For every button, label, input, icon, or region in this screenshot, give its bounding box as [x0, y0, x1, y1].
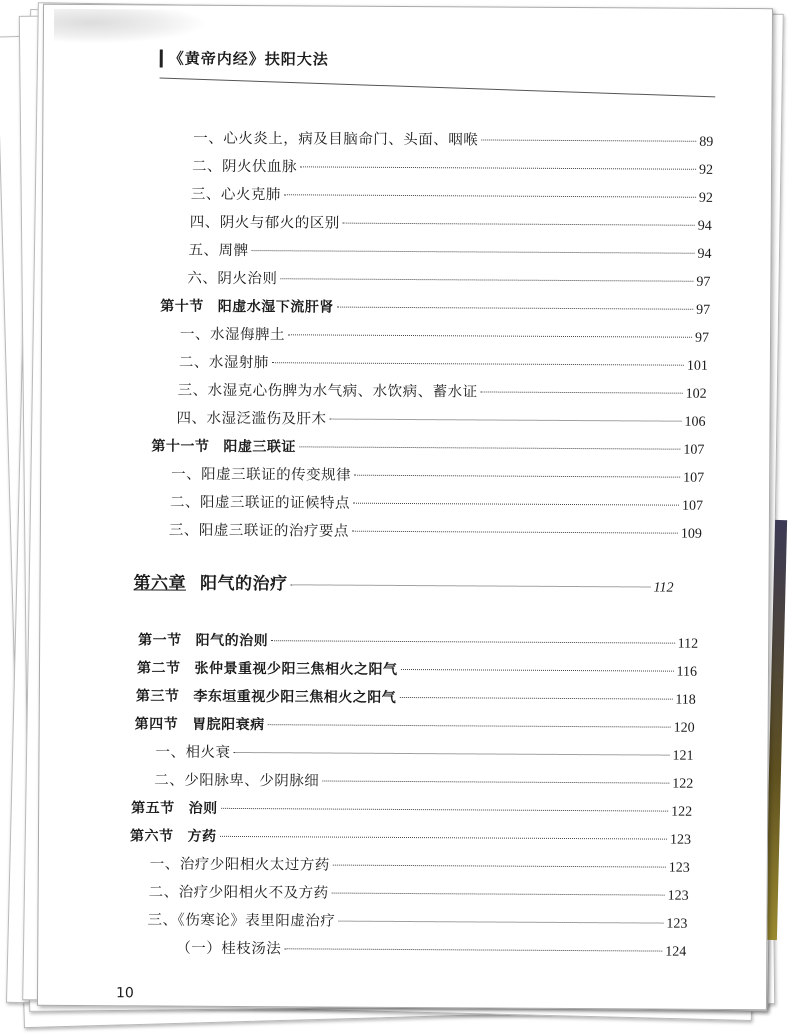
toc-entry-page: 116 — [676, 664, 698, 680]
toc-entry-page: 97 — [696, 302, 711, 318]
toc-entry[interactable] — [191, 185, 713, 209]
dot-leader — [284, 948, 662, 951]
toc-section-label — [131, 798, 218, 819]
toc-entry[interactable] — [180, 325, 709, 349]
toc-chapter-number: 第六章 — [133, 573, 187, 594]
running-header: 《黄帝内经》扶阳大法 — [160, 49, 329, 68]
toc-entry-label: 三、《伤寒论》表里阳虚治疗 — [147, 912, 336, 930]
toc-entry-page: 101 — [686, 358, 708, 374]
toc-entry[interactable] — [170, 493, 703, 517]
toc-section-label — [137, 658, 398, 680]
toc-entry-page: 107 — [681, 498, 704, 514]
dot-leader — [268, 724, 671, 727]
toc-entry[interactable] — [176, 409, 705, 433]
toc-section-label — [130, 826, 217, 847]
dot-leader — [352, 531, 678, 534]
corner-ornament — [54, 9, 204, 44]
toc-section-title: 胃脘阳衰病 — [192, 716, 265, 734]
dot-leader — [291, 584, 651, 587]
toc-section-title: 方药 — [187, 828, 217, 845]
toc-entry-page: 94 — [697, 218, 712, 234]
toc-entry-label: 六、阴火治则 — [187, 270, 278, 288]
page-number: 10 — [115, 985, 134, 1002]
toc-entry[interactable] — [179, 353, 708, 377]
toc-entry[interactable] — [193, 129, 713, 153]
dot-leader — [299, 446, 680, 449]
toc-entry-page: 123 — [666, 916, 688, 932]
toc-entry[interactable] — [192, 157, 713, 181]
toc-entry-label: 三、阳虚三联证的治疗要点 — [168, 522, 349, 540]
toc-entry[interactable] — [154, 770, 693, 794]
dot-leader — [233, 752, 669, 756]
toc-entry[interactable] — [171, 465, 704, 489]
toc-section[interactable] — [160, 297, 710, 321]
toc-section[interactable] — [136, 686, 696, 710]
toc-entry-label: 五、周髀 — [188, 242, 249, 260]
toc-entry-label: 四、阴火与郁火的区别 — [189, 214, 340, 232]
dot-leader — [337, 307, 693, 310]
dot-leader — [333, 865, 666, 868]
toc-entry-page: 124 — [665, 944, 687, 960]
toc-entry-page: 109 — [680, 526, 702, 542]
toc-entry-page: 123 — [668, 860, 690, 876]
toc-section[interactable] — [131, 798, 692, 822]
toc-entry[interactable] — [190, 213, 712, 237]
toc-entry-page: 118 — [675, 692, 696, 708]
toc-entry[interactable] — [169, 521, 702, 545]
dot-leader — [288, 334, 692, 337]
toc-entry-label: 一、心火炎上，病及目脑命门、头面、咽喉 — [193, 130, 479, 149]
dot-leader — [330, 419, 682, 422]
toc-entry-page: 122 — [672, 776, 694, 792]
toc-section[interactable] — [137, 658, 697, 682]
dot-leader — [280, 278, 693, 282]
toc-entry[interactable] — [147, 910, 687, 934]
toc-entry[interactable] — [155, 742, 693, 766]
toc-entry-label: 二、水湿射肺 — [178, 354, 269, 372]
toc-section-title: 张仲景重视少阳三焦相火之阳气 — [194, 660, 398, 678]
toc-entry-page: 92 — [699, 162, 714, 178]
dot-leader — [271, 640, 675, 643]
toc-entry-label: 一、治疗少阳相火太过方药 — [149, 856, 330, 874]
toc-section-number: 第四节 — [134, 716, 179, 733]
dot-leader — [353, 503, 679, 506]
toc-section-title: 阳虚水湿下流肝肾 — [217, 298, 334, 316]
dot-leader — [332, 893, 665, 896]
toc-entry[interactable] — [188, 241, 711, 265]
toc-entry-page: 97 — [696, 274, 711, 290]
toc-entry-page: 102 — [685, 386, 707, 402]
toc-entry-page: 122 — [671, 804, 693, 820]
toc-entry-label: 二、治疗少阳相火不及方药 — [148, 884, 329, 902]
dot-leader — [219, 836, 666, 840]
toc-section[interactable] — [138, 630, 698, 654]
toc-section-title: 李东垣重视少阳三焦相火之阳气 — [193, 688, 397, 706]
toc-section-label — [135, 714, 265, 735]
toc-section[interactable] — [130, 826, 691, 850]
toc-entry-page: 112 — [653, 580, 674, 596]
toc-entry[interactable] — [187, 269, 710, 293]
toc-entry-page: 107 — [683, 470, 705, 486]
toc-entry-page: 120 — [673, 720, 695, 736]
toc-entry[interactable] — [150, 854, 690, 878]
book-page — [37, 4, 773, 1010]
dot-leader — [300, 166, 696, 169]
toc-section-label — [136, 686, 397, 708]
dot-leader — [338, 921, 663, 924]
toc-section-title: 阳气的治则 — [195, 632, 269, 650]
toc-section-label — [160, 297, 334, 318]
toc-section-number: 第十一节 — [151, 438, 210, 455]
toc-chapter-title: 阳气的治疗 — [199, 573, 288, 595]
dot-leader — [399, 697, 672, 700]
toc-entry-page: 92 — [698, 190, 713, 206]
toc-entry-label: 一、水湿侮脾土 — [179, 326, 286, 344]
toc-section-number: 第一节 — [138, 632, 182, 649]
toc-section-number: 第二节 — [136, 660, 181, 677]
toc-entry[interactable] — [149, 882, 689, 906]
toc-entry-label: 三、水湿克心伤脾为水气病、水饮病、蓄水证 — [177, 382, 478, 401]
dot-leader — [481, 139, 696, 141]
header-rule — [160, 77, 716, 97]
toc-section-number: 第三节 — [135, 688, 180, 705]
toc-section-label — [151, 436, 296, 457]
toc-entry-label: 二、阳虚三联证的证候特点 — [169, 494, 351, 512]
dot-leader — [284, 194, 696, 198]
toc-entry[interactable] — [178, 381, 707, 405]
toc-section-title: 阳虚三联证 — [223, 438, 296, 456]
dot-leader — [354, 475, 680, 478]
toc-entry-page: 97 — [694, 330, 710, 346]
dot-leader — [343, 223, 695, 226]
toc-entry-label: （一）桂枝汤法 — [176, 940, 282, 958]
toc-entry-page: 112 — [677, 636, 699, 652]
toc-entry-page: 121 — [672, 748, 694, 764]
toc-entry-page: 89 — [699, 134, 714, 150]
toc-section-number: 第十节 — [160, 298, 204, 315]
toc-section-label — [138, 630, 268, 651]
toc-chapter-label — [133, 573, 287, 594]
toc-entry-label: 二、少阳脉卑、少阴脉细 — [154, 772, 320, 790]
toc-entry-label: 一、阳虚三联证的传变规律 — [171, 466, 352, 484]
toc-entry-label: 四、水湿泛滥伤及肝木 — [176, 410, 327, 428]
toc-entry-page: 94 — [697, 246, 712, 262]
toc-subentry[interactable] — [176, 939, 686, 963]
toc-entry-page: 106 — [684, 414, 706, 430]
toc-entry-label: 二、阴火伏血脉 — [192, 158, 298, 176]
dot-leader — [252, 250, 695, 254]
toc-section[interactable] — [151, 436, 704, 460]
toc-section-number: 第五节 — [131, 800, 175, 817]
toc-section-title: 治则 — [188, 800, 218, 817]
toc-entry-page: 107 — [683, 442, 705, 458]
dot-leader — [322, 781, 669, 784]
dot-leader — [481, 391, 683, 393]
dot-leader — [221, 808, 668, 812]
toc-section[interactable] — [135, 714, 695, 738]
toc-entry-page: 123 — [669, 832, 692, 848]
toc-entry-label: 三、心火克肺 — [190, 186, 281, 204]
toc-chapter[interactable] — [133, 573, 673, 598]
toc-entry-label: 一、相火衰 — [155, 744, 231, 761]
dot-leader — [401, 669, 674, 672]
dot-leader — [272, 362, 684, 366]
toc-entry-page: 123 — [667, 888, 689, 904]
toc-section-number: 第六节 — [129, 828, 174, 845]
